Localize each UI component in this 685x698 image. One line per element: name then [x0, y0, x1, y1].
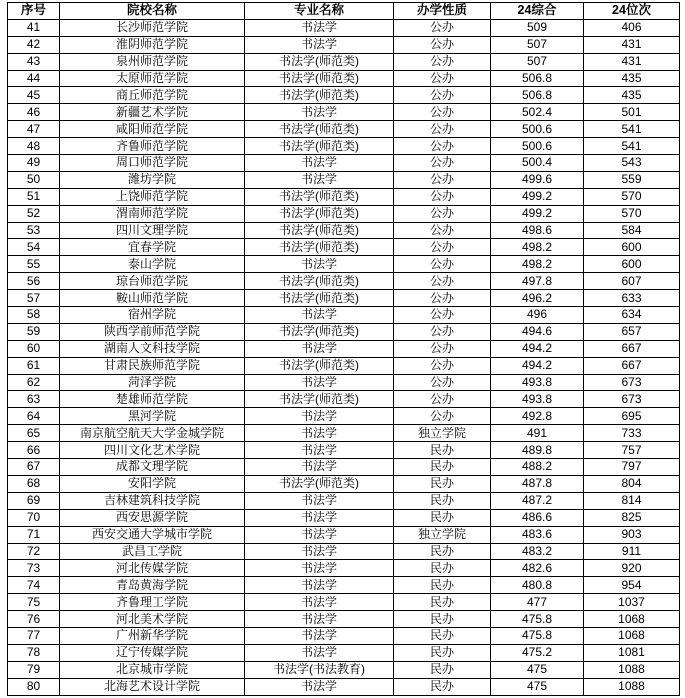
cell-score: 492.8: [491, 408, 584, 425]
cell-rank: 814: [584, 492, 680, 509]
table-row: [8, 340, 680, 357]
cell-num: 55: [8, 256, 60, 273]
cell-rank: 695: [584, 408, 680, 425]
header-row: [8, 3, 680, 20]
cell-num: 80: [8, 678, 60, 695]
cell-num: 67: [8, 459, 60, 476]
table-row: [8, 357, 680, 374]
cell-score: 475.8: [491, 627, 584, 644]
cell-score: 500.6: [491, 138, 584, 155]
cell-school: 河北传媒学院: [60, 560, 245, 577]
table-row: [8, 492, 680, 509]
cell-major: 书法学: [245, 425, 394, 442]
cell-school: 西安思源学院: [60, 509, 245, 526]
cell-score: 507: [491, 53, 584, 70]
cell-score: 506.8: [491, 70, 584, 87]
cell-rank: 501: [584, 104, 680, 121]
table-row: [8, 526, 680, 543]
cell-rank: 570: [584, 205, 680, 222]
table-row: [8, 661, 680, 678]
table-row: [8, 408, 680, 425]
table-row: [8, 425, 680, 442]
cell-score: 497.8: [491, 273, 584, 290]
cell-rank: 1081: [584, 644, 680, 661]
table-row: [8, 19, 680, 36]
header-cell-num: 序号: [8, 3, 60, 20]
cell-num: 58: [8, 307, 60, 324]
cell-school: 北京城市学院: [60, 661, 245, 678]
cell-num: 64: [8, 408, 60, 425]
cell-school: 安阳学院: [60, 475, 245, 492]
cell-score: 502.4: [491, 104, 584, 121]
cell-school: 北海艺术设计学院: [60, 678, 245, 695]
table-row: [8, 273, 680, 290]
cell-score: 475.2: [491, 644, 584, 661]
cell-type: 民办: [394, 442, 491, 459]
table-row: [8, 36, 680, 53]
cell-major: 书法学(师范类): [245, 121, 394, 138]
cell-score: 487.8: [491, 475, 584, 492]
cell-school: 琼台师范学院: [60, 273, 245, 290]
table-body: [8, 19, 680, 695]
cell-rank: 667: [584, 340, 680, 357]
cell-school: 新疆艺术学院: [60, 104, 245, 121]
cell-school: 西安交通大学城市学院: [60, 526, 245, 543]
cell-score: 498.6: [491, 222, 584, 239]
cell-type: 公办: [394, 70, 491, 87]
cell-type: 民办: [394, 644, 491, 661]
cell-rank: 435: [584, 70, 680, 87]
cell-type: 公办: [394, 357, 491, 374]
cell-major: 书法学(师范类): [245, 205, 394, 222]
cell-num: 54: [8, 239, 60, 256]
cell-type: 公办: [394, 205, 491, 222]
table-row: [8, 121, 680, 138]
cell-score: 507: [491, 36, 584, 53]
cell-school: 成都文理学院: [60, 459, 245, 476]
cell-school: 齐鲁理工学院: [60, 594, 245, 611]
cell-score: 482.6: [491, 560, 584, 577]
cell-type: 民办: [394, 661, 491, 678]
cell-major: 书法学: [245, 19, 394, 36]
table-row: [8, 155, 680, 172]
header-cell-school: 院校名称: [60, 3, 245, 20]
cell-num: 65: [8, 425, 60, 442]
cell-rank: 584: [584, 222, 680, 239]
cell-major: 书法学(师范类): [245, 475, 394, 492]
cell-type: 公办: [394, 374, 491, 391]
cell-school: 周口师范学院: [60, 155, 245, 172]
cell-num: 42: [8, 36, 60, 53]
table-row: [8, 53, 680, 70]
header-cell-type: 办学性质: [394, 3, 491, 20]
cell-num: 63: [8, 391, 60, 408]
cell-type: 民办: [394, 594, 491, 611]
cell-num: 68: [8, 475, 60, 492]
cell-score: 509: [491, 19, 584, 36]
cell-school: 甘肃民族师范学院: [60, 357, 245, 374]
cell-type: 独立学院: [394, 526, 491, 543]
cell-rank: 431: [584, 53, 680, 70]
table-row: [8, 256, 680, 273]
cell-type: 公办: [394, 290, 491, 307]
admission-table-container: [7, 2, 680, 696]
cell-major: 书法学(师范类): [245, 222, 394, 239]
cell-rank: 673: [584, 391, 680, 408]
cell-major: 书法学: [245, 526, 394, 543]
cell-rank: 541: [584, 138, 680, 155]
cell-school: 咸阳师范学院: [60, 121, 245, 138]
cell-num: 69: [8, 492, 60, 509]
header-cell-major: 专业名称: [245, 3, 394, 20]
cell-score: 496.2: [491, 290, 584, 307]
cell-rank: 673: [584, 374, 680, 391]
cell-num: 71: [8, 526, 60, 543]
cell-major: 书法学(书法教育): [245, 661, 394, 678]
cell-score: 477: [491, 594, 584, 611]
cell-num: 72: [8, 543, 60, 560]
cell-type: 公办: [394, 155, 491, 172]
table-row: [8, 188, 680, 205]
cell-major: 书法学: [245, 171, 394, 188]
table-row: [8, 475, 680, 492]
cell-num: 73: [8, 560, 60, 577]
table-row: [8, 678, 680, 695]
cell-num: 57: [8, 290, 60, 307]
cell-school: 鞍山师范学院: [60, 290, 245, 307]
cell-major: 书法学(师范类): [245, 357, 394, 374]
cell-major: 书法学: [245, 307, 394, 324]
cell-num: 79: [8, 661, 60, 678]
cell-num: 49: [8, 155, 60, 172]
cell-score: 475: [491, 661, 584, 678]
cell-num: 43: [8, 53, 60, 70]
cell-score: 488.2: [491, 459, 584, 476]
cell-score: 491: [491, 425, 584, 442]
cell-school: 宿州学院: [60, 307, 245, 324]
cell-type: 公办: [394, 391, 491, 408]
cell-rank: 1037: [584, 594, 680, 611]
table-row: [8, 459, 680, 476]
cell-school: 陕西学前师范学院: [60, 323, 245, 340]
cell-school: 武昌工学院: [60, 543, 245, 560]
cell-num: 61: [8, 357, 60, 374]
cell-school: 上饶师范学院: [60, 188, 245, 205]
cell-rank: 1068: [584, 627, 680, 644]
cell-num: 47: [8, 121, 60, 138]
cell-major: 书法学: [245, 104, 394, 121]
cell-rank: 757: [584, 442, 680, 459]
cell-num: 52: [8, 205, 60, 222]
cell-num: 51: [8, 188, 60, 205]
cell-school: 广州新华学院: [60, 627, 245, 644]
table-row: [8, 560, 680, 577]
cell-rank: 570: [584, 188, 680, 205]
cell-type: 公办: [394, 104, 491, 121]
cell-score: 483.6: [491, 526, 584, 543]
cell-score: 475: [491, 678, 584, 695]
cell-major: 书法学: [245, 442, 394, 459]
cell-rank: 543: [584, 155, 680, 172]
table-row: [8, 391, 680, 408]
table-row: [8, 87, 680, 104]
cell-school: 淮阴师范学院: [60, 36, 245, 53]
cell-type: 民办: [394, 509, 491, 526]
cell-major: 书法学: [245, 678, 394, 695]
cell-num: 74: [8, 577, 60, 594]
cell-type: 公办: [394, 53, 491, 70]
cell-rank: 920: [584, 560, 680, 577]
cell-major: 书法学: [245, 459, 394, 476]
cell-school: 楚雄师范学院: [60, 391, 245, 408]
cell-rank: 911: [584, 543, 680, 560]
cell-type: 民办: [394, 459, 491, 476]
cell-major: 书法学(师范类): [245, 138, 394, 155]
cell-major: 书法学: [245, 644, 394, 661]
cell-type: 民办: [394, 678, 491, 695]
cell-rank: 541: [584, 121, 680, 138]
cell-type: 公办: [394, 323, 491, 340]
cell-rank: 825: [584, 509, 680, 526]
cell-score: 500.6: [491, 121, 584, 138]
table-row: [8, 222, 680, 239]
cell-rank: 903: [584, 526, 680, 543]
cell-score: 498.2: [491, 239, 584, 256]
table-row: [8, 509, 680, 526]
cell-major: 书法学(师范类): [245, 323, 394, 340]
cell-rank: 600: [584, 256, 680, 273]
cell-major: 书法学(师范类): [245, 290, 394, 307]
table-row: [8, 374, 680, 391]
table-row: [8, 543, 680, 560]
table-row: [8, 307, 680, 324]
cell-type: 民办: [394, 627, 491, 644]
cell-major: 书法学(师范类): [245, 391, 394, 408]
header-cell-rank: 24位次: [584, 3, 680, 20]
cell-type: 民办: [394, 611, 491, 628]
cell-school: 太原师范学院: [60, 70, 245, 87]
cell-score: 499.2: [491, 188, 584, 205]
cell-score: 496: [491, 307, 584, 324]
cell-school: 河北美术学院: [60, 611, 245, 628]
cell-score: 480.8: [491, 577, 584, 594]
cell-major: 书法学: [245, 374, 394, 391]
cell-school: 四川文理学院: [60, 222, 245, 239]
cell-rank: 431: [584, 36, 680, 53]
cell-score: 499.6: [491, 171, 584, 188]
cell-score: 494.2: [491, 357, 584, 374]
cell-rank: 406: [584, 19, 680, 36]
cell-rank: 633: [584, 290, 680, 307]
cell-num: 60: [8, 340, 60, 357]
cell-major: 书法学: [245, 594, 394, 611]
cell-major: 书法学(师范类): [245, 70, 394, 87]
header-cell-score: 24综合: [491, 3, 584, 20]
cell-school: 潍坊学院: [60, 171, 245, 188]
cell-major: 书法学(师范类): [245, 188, 394, 205]
cell-type: 公办: [394, 340, 491, 357]
table-row: [8, 627, 680, 644]
cell-type: 民办: [394, 492, 491, 509]
cell-score: 494.6: [491, 323, 584, 340]
table-row: [8, 577, 680, 594]
table-row: [8, 104, 680, 121]
cell-rank: 607: [584, 273, 680, 290]
cell-score: 506.8: [491, 87, 584, 104]
cell-school: 辽宁传媒学院: [60, 644, 245, 661]
cell-type: 公办: [394, 222, 491, 239]
cell-type: 公办: [394, 408, 491, 425]
cell-major: 书法学: [245, 627, 394, 644]
table-row: [8, 70, 680, 87]
cell-school: 湖南人文科技学院: [60, 340, 245, 357]
cell-major: 书法学: [245, 408, 394, 425]
cell-score: 493.8: [491, 391, 584, 408]
cell-major: 书法学: [245, 36, 394, 53]
cell-type: 民办: [394, 475, 491, 492]
cell-type: 公办: [394, 256, 491, 273]
table-row: [8, 442, 680, 459]
cell-school: 菏泽学院: [60, 374, 245, 391]
table-row: [8, 611, 680, 628]
cell-school: 商丘师范学院: [60, 87, 245, 104]
cell-score: 494.2: [491, 340, 584, 357]
cell-rank: 600: [584, 239, 680, 256]
cell-type: 公办: [394, 36, 491, 53]
cell-type: 公办: [394, 121, 491, 138]
cell-school: 宜春学院: [60, 239, 245, 256]
cell-major: 书法学: [245, 577, 394, 594]
cell-num: 45: [8, 87, 60, 104]
table-row: [8, 205, 680, 222]
cell-num: 66: [8, 442, 60, 459]
cell-school: 吉林建筑科技学院: [60, 492, 245, 509]
cell-rank: 804: [584, 475, 680, 492]
cell-score: 483.2: [491, 543, 584, 560]
cell-type: 民办: [394, 560, 491, 577]
cell-major: 书法学: [245, 340, 394, 357]
cell-num: 41: [8, 19, 60, 36]
cell-type: 独立学院: [394, 425, 491, 442]
cell-major: 书法学(师范类): [245, 87, 394, 104]
cell-type: 民办: [394, 543, 491, 560]
cell-rank: 1088: [584, 678, 680, 695]
admission-table: [7, 2, 680, 696]
table-row: [8, 239, 680, 256]
cell-rank: 667: [584, 357, 680, 374]
cell-school: 青岛黄海学院: [60, 577, 245, 594]
cell-type: 公办: [394, 307, 491, 324]
cell-num: 44: [8, 70, 60, 87]
cell-type: 公办: [394, 19, 491, 36]
cell-major: 书法学: [245, 509, 394, 526]
cell-score: 499.2: [491, 205, 584, 222]
cell-type: 民办: [394, 577, 491, 594]
cell-school: 长沙师范学院: [60, 19, 245, 36]
cell-num: 75: [8, 594, 60, 611]
cell-rank: 634: [584, 307, 680, 324]
cell-school: 四川文化艺术学院: [60, 442, 245, 459]
cell-score: 493.8: [491, 374, 584, 391]
cell-num: 59: [8, 323, 60, 340]
cell-type: 公办: [394, 188, 491, 205]
table-header: [8, 3, 680, 20]
cell-score: 489.8: [491, 442, 584, 459]
cell-school: 泰山学院: [60, 256, 245, 273]
cell-type: 公办: [394, 171, 491, 188]
cell-school: 黑河学院: [60, 408, 245, 425]
cell-num: 53: [8, 222, 60, 239]
cell-school: 南京航空航天大学金城学院: [60, 425, 245, 442]
table-row: [8, 644, 680, 661]
cell-num: 76: [8, 611, 60, 628]
cell-type: 公办: [394, 138, 491, 155]
table-row: [8, 594, 680, 611]
cell-major: 书法学: [245, 492, 394, 509]
cell-school: 渭南师范学院: [60, 205, 245, 222]
cell-major: 书法学: [245, 611, 394, 628]
cell-rank: 797: [584, 459, 680, 476]
cell-rank: 559: [584, 171, 680, 188]
cell-num: 62: [8, 374, 60, 391]
cell-major: 书法学: [245, 256, 394, 273]
cell-num: 78: [8, 644, 60, 661]
table-row: [8, 323, 680, 340]
cell-num: 46: [8, 104, 60, 121]
cell-score: 487.2: [491, 492, 584, 509]
table-row: [8, 290, 680, 307]
cell-major: 书法学(师范类): [245, 273, 394, 290]
cell-score: 498.2: [491, 256, 584, 273]
cell-type: 公办: [394, 87, 491, 104]
cell-num: 70: [8, 509, 60, 526]
cell-rank: 1068: [584, 611, 680, 628]
cell-rank: 435: [584, 87, 680, 104]
cell-school: 齐鲁师范学院: [60, 138, 245, 155]
cell-num: 77: [8, 627, 60, 644]
cell-num: 50: [8, 171, 60, 188]
cell-num: 56: [8, 273, 60, 290]
cell-school: 泉州师范学院: [60, 53, 245, 70]
cell-rank: 954: [584, 577, 680, 594]
table-row: [8, 171, 680, 188]
cell-rank: 657: [584, 323, 680, 340]
cell-major: 书法学: [245, 560, 394, 577]
cell-type: 公办: [394, 239, 491, 256]
cell-num: 48: [8, 138, 60, 155]
cell-rank: 1088: [584, 661, 680, 678]
cell-major: 书法学(师范类): [245, 53, 394, 70]
cell-type: 公办: [394, 273, 491, 290]
cell-major: 书法学(师范类): [245, 239, 394, 256]
cell-major: 书法学: [245, 155, 394, 172]
cell-score: 486.6: [491, 509, 584, 526]
cell-score: 500.4: [491, 155, 584, 172]
cell-score: 475.8: [491, 611, 584, 628]
table-row: [8, 138, 680, 155]
cell-rank: 733: [584, 425, 680, 442]
cell-major: 书法学: [245, 543, 394, 560]
